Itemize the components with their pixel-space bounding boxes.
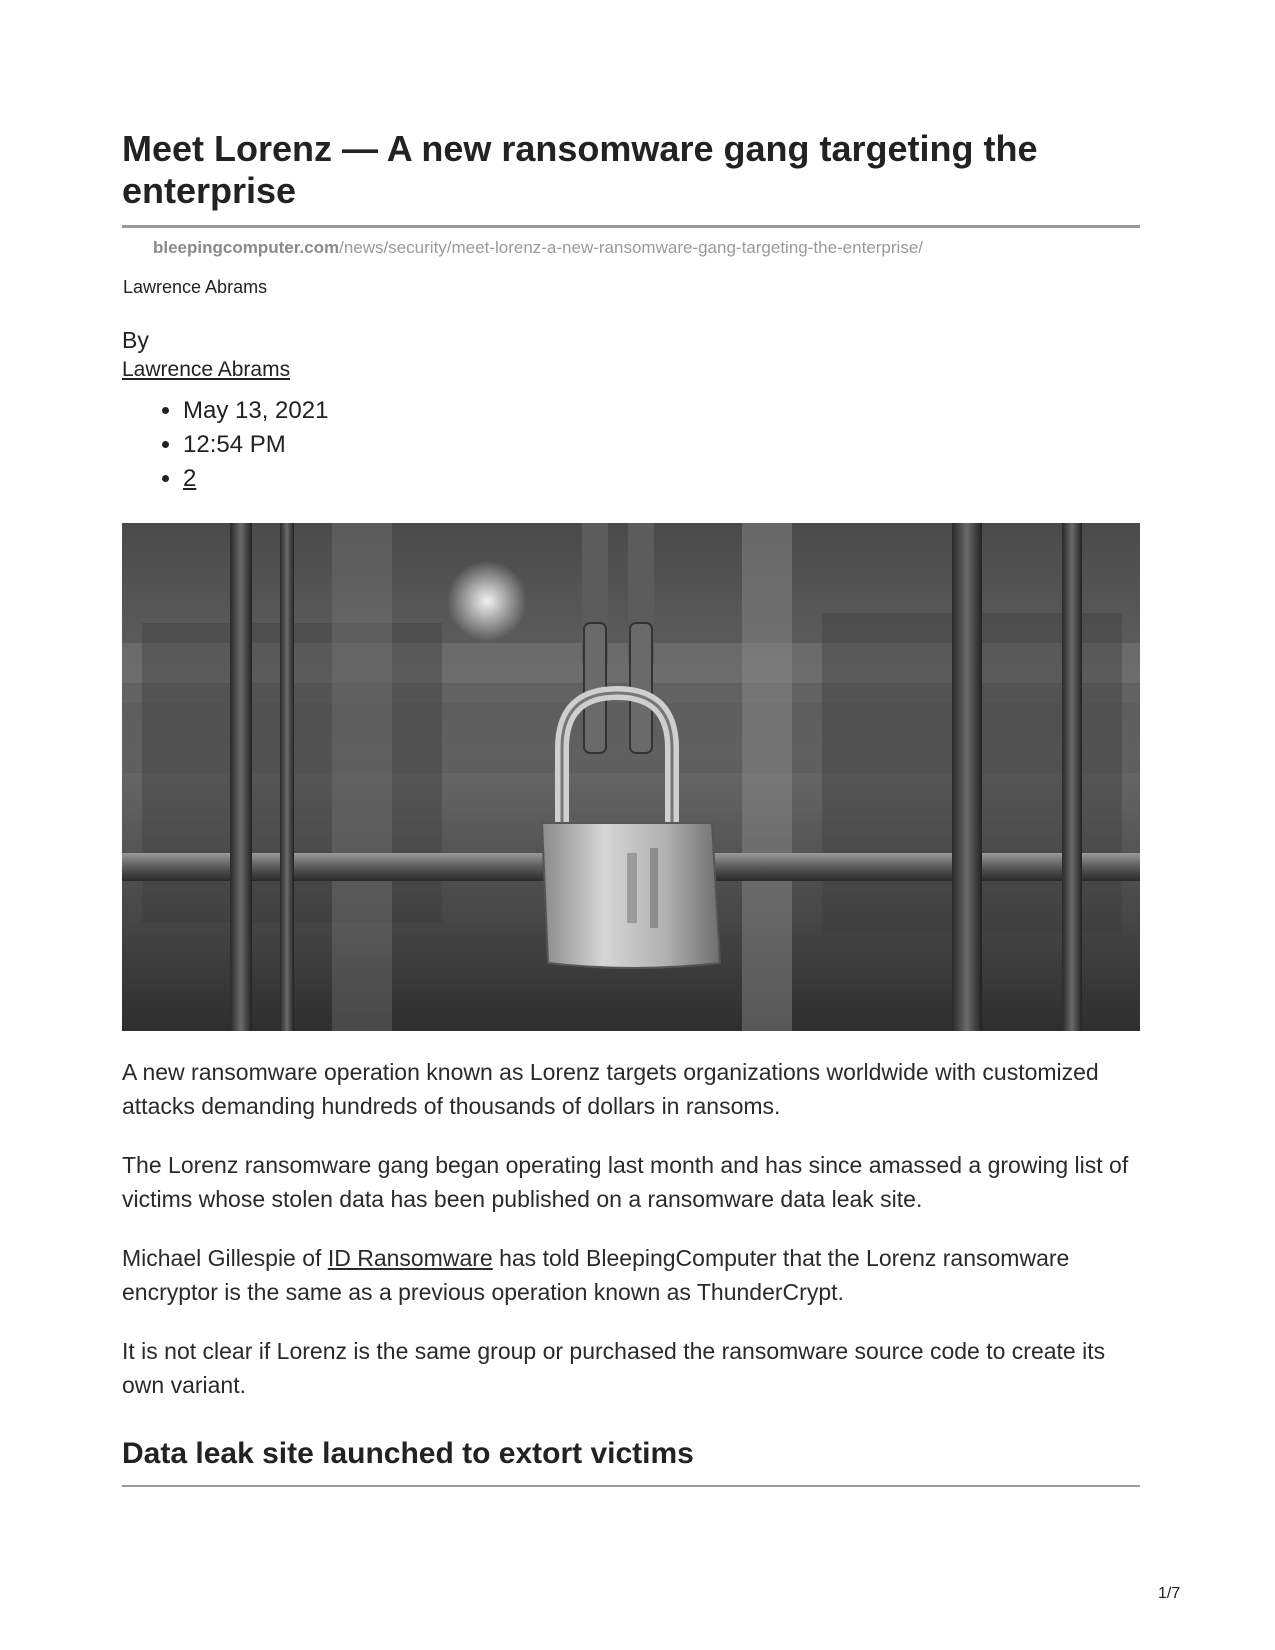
body-paragraph-1: A new ransomware operation known as Lorenz targets organizations worldwide with customized attacks demanding hundreds of thousands of dollars in ransoms.: [122, 1059, 1099, 1119]
p3-text-after: has told BleepingComputer that the Lorenz ransomware encryptor is the same as a previous operation known as ThunderCrypt.: [122, 1245, 1070, 1305]
section-divider: [122, 1485, 1140, 1487]
publish-time: • 12:54 PM: [183, 428, 328, 462]
body-paragraph-4: It is not clear if Lorenz is the same group or purchased the ransomware source code to create its own variant.: [122, 1338, 1106, 1398]
p3-text-before: Michael Gillespie of: [122, 1245, 328, 1271]
section-heading: Data leak site launched to extort victims: [122, 1437, 694, 1470]
page-number: 1/7: [1158, 1585, 1181, 1602]
author-name-top: Lawrence Abrams: [123, 277, 268, 297]
comment-count-link[interactable]: 2: [183, 465, 197, 492]
source-url[interactable]: [153, 238, 923, 258]
byline-label: By: [122, 327, 149, 353]
article-title: Meet Lorenz — A new ransomware gang targeting the enterprise: [122, 128, 1038, 211]
comment-count-item: [183, 462, 328, 496]
body-paragraph-3: [122, 1241, 1140, 1309]
title-divider: [122, 225, 1140, 228]
body-paragraph-2: The Lorenz ransomware gang began operating last month and has since amassed a growing list of victims whose stolen data has been published on a ransomware data leak site.: [122, 1152, 1129, 1212]
publish-date: • May 13, 2021: [183, 394, 328, 428]
id-ransomware-link[interactable]: ID Ransomware: [327, 1245, 493, 1271]
author-link[interactable]: Lawrence Abrams: [122, 358, 291, 381]
source-domain: bleepingcomputer.com: [153, 238, 340, 257]
hero-image-padlock: [122, 523, 1140, 1031]
source-path: /news/security/meet-lorenz-a-new-ransomware-gang-targeting-the-enterprise/: [339, 238, 924, 257]
article-meta-list: [122, 394, 328, 496]
padlock-photo: [122, 523, 1140, 1031]
